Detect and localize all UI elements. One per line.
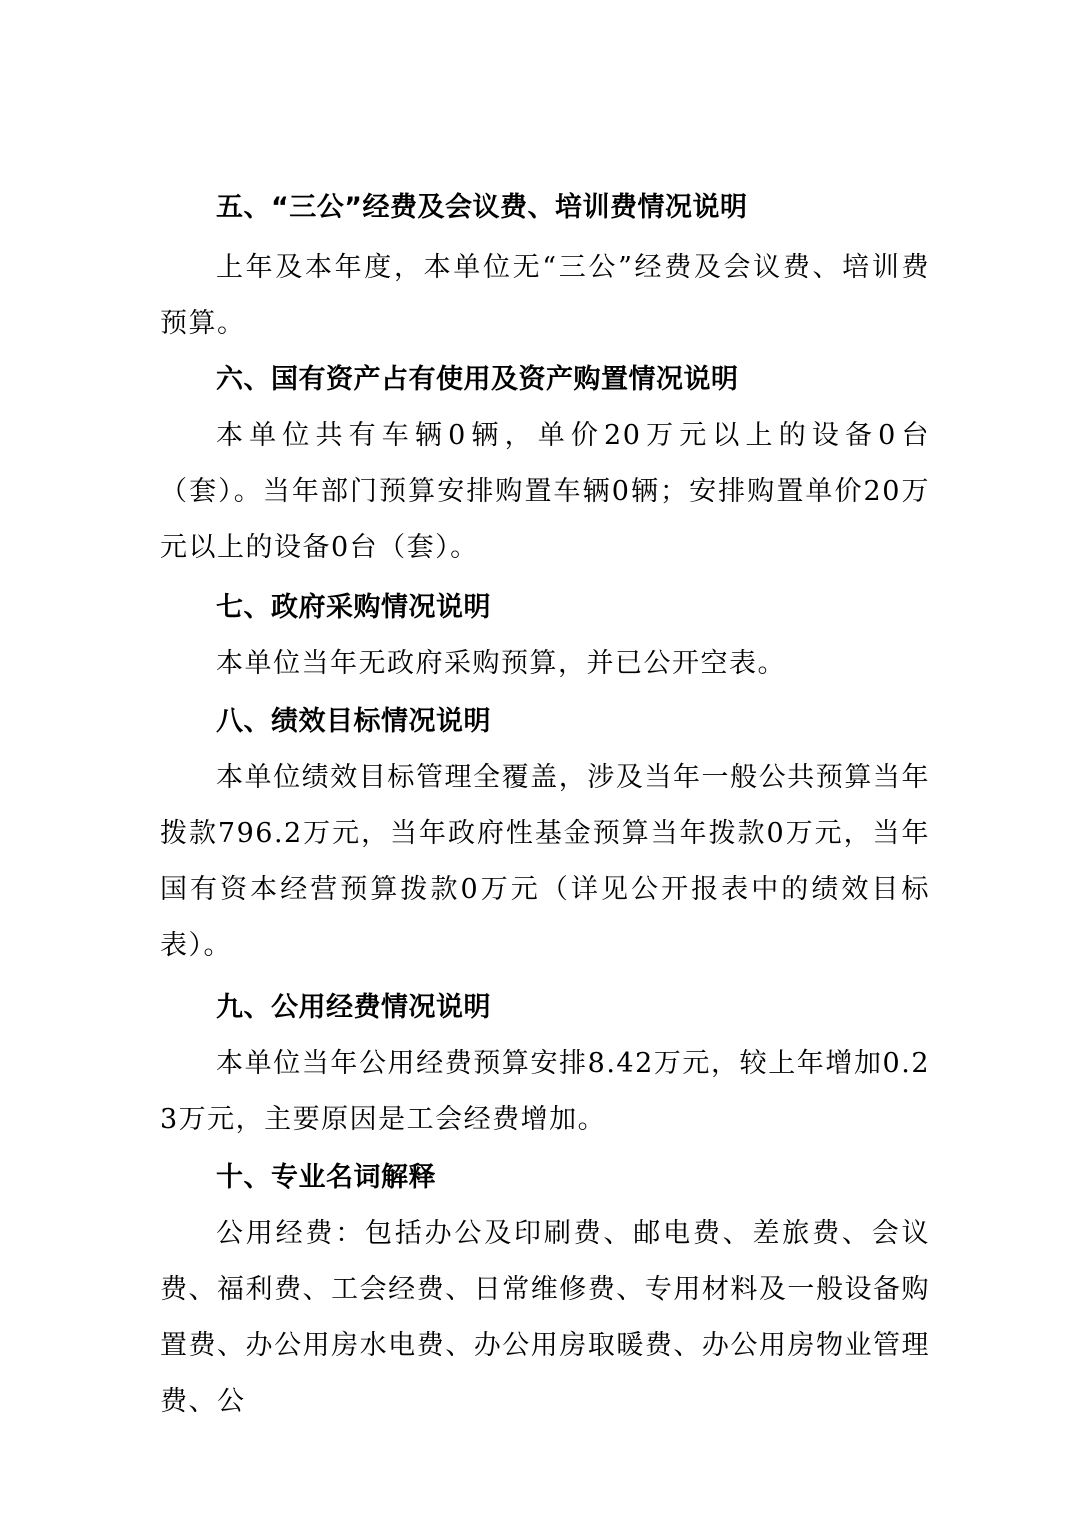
section-heading-three-public-expenses: 五、“三公”经费及会议费、培训费情况说明 — [216, 192, 748, 223]
section-body-government-procurement: 本单位当年无政府采购预算，并已公开空表。 — [216, 648, 786, 679]
document-page — [160, 180, 930, 1430]
section-body-state-assets: 本单位共有车辆0辆，单价20万元以上的设备0台（套）。当年部门预算安排购置车辆0辆；安排购置单价20万元以上的设备0台（套）。 — [160, 420, 930, 563]
section-heading-performance-goals: 八、绩效目标情况说明 — [216, 706, 491, 737]
section-body-performance-goals: 本单位绩效目标管理全覆盖，涉及当年一般公共预算当年拨款796.2万元，当年政府性基金预算当年拨款0万元，当年国有资本经营预算拨款0万元（详见公开报表中的绩效目标表）。 — [160, 762, 930, 961]
section-body-public-funds: 本单位当年公用经费预算安排8.42万元，较上年增加0.23万元，主要原因是工会经费增加。 — [160, 1048, 930, 1135]
section-heading-government-procurement: 七、政府采购情况说明 — [216, 592, 491, 623]
section-heading-state-assets: 六、国有资产占有使用及资产购置情况说明 — [216, 364, 739, 395]
section-heading-glossary: 十、专业名词解释 — [216, 1162, 436, 1193]
section-body-three-public-expenses: 上年及本年度，本单位无“三公”经费及会议费、培训费预算。 — [160, 252, 930, 339]
section-heading-public-funds: 九、公用经费情况说明 — [216, 992, 491, 1023]
section-body-glossary: 公用经费：包括办公及印刷费、邮电费、差旅费、会议费、福利费、工会经费、日常维修费、专用材料及一般设备购置费、办公用房水电费、办公用房取暖费、办公用房物业管理费、公 — [160, 1218, 930, 1417]
